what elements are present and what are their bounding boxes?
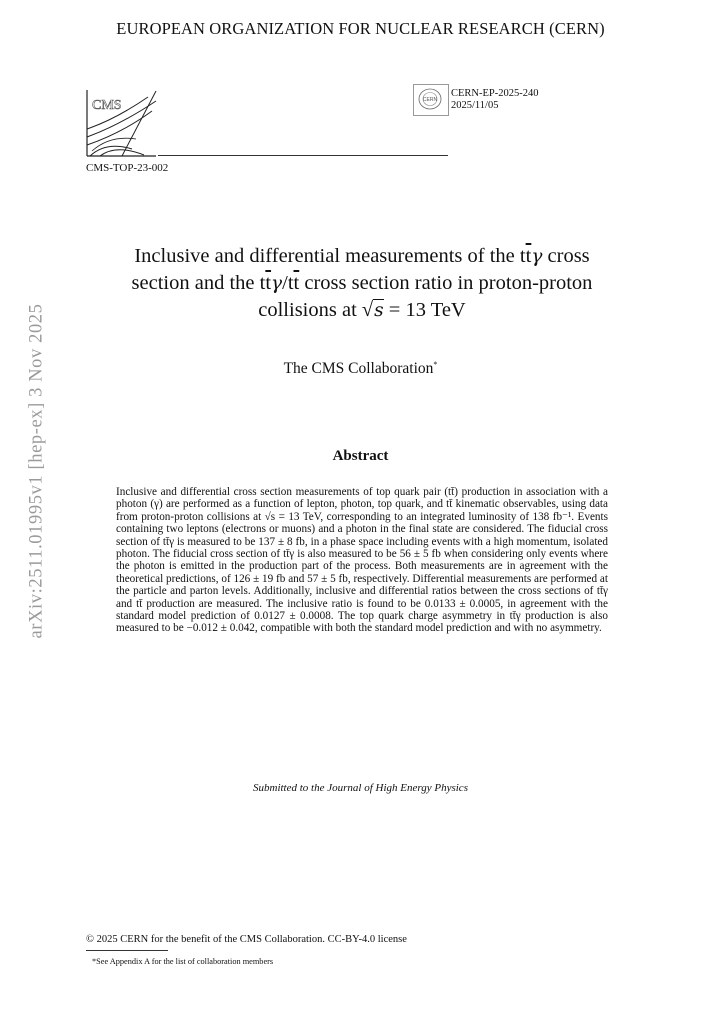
report-number: CMS-TOP-23-002	[86, 162, 169, 174]
svg-text:CERN: CERN	[422, 97, 438, 103]
footnote-marker: *	[433, 360, 438, 369]
copyright-notice: © 2025 CERN for the benefit of the CMS Collaboration. CC-BY-4.0 license	[86, 934, 407, 945]
title-line-2: section and the $t\overline{t}\gamma/t\overline{t}$ cross section ratio in proton-proton	[131, 272, 593, 294]
arxiv-identifier: arXiv:2511.01995v1 [hep-ex] 3 Nov 2025	[26, 302, 47, 639]
abstract-text: Inclusive and differential cross section measurements of top quark pair (tt̄) production in association with a photon (γ) are performed as a function of lepton, photon, top quark, and tt̄ kinematic observables, using data from proton-proton collisions at √s = 13 TeV, corresponding to an integrated luminosity of 138 fb⁻¹. Events containing two leptons (electrons or muons) and a photon in the final state are considered. The fiducial cross section of tt̄γ is measured to be 137 ± 8 fb, in a phase space including events with a high momentum, isolated photon. The fiducial cross section of tt̄γ is also measured to be 56 ± 5 fb when considering only events where the photon is emitted in the production part of the process. Both measurements are in agreement with the theoretical predictions, of 126 ± 19 fb and 57 ± 5 fb, respectively. Differential measurements are performed at the particle and parton levels. Additionally, inclusive and differential ratios between the cross sections of tt̄γ and tt̄ production are measured. The inclusive ratio is found to be 0.0133 ± 0.0005, in agreement with the standard model prediction of 0.0127 ± 0.0008. The top quark charge asymmetry in tt̄γ production is also measured to be −0.012 ± 0.042, compatible with both the standard model prediction and with no asymmetry.	[116, 486, 608, 635]
title-line-3: collisions at √s = 13 TeV	[258, 299, 466, 321]
abstract-heading: Abstract	[332, 448, 389, 464]
report-date: 2025/11/05	[451, 99, 499, 111]
organization-header: EUROPEAN ORGANIZATION FOR NUCLEAR RESEARCH (CERN)	[116, 19, 605, 38]
title-line-1: Inclusive and differential measurements of the $t\overline{t}\gamma$ cross	[134, 245, 590, 267]
paper-title	[80, 243, 644, 324]
cern-report-reference	[451, 88, 539, 111]
arxiv-stamp	[22, 298, 52, 643]
header-rule	[158, 155, 448, 156]
footnote-rule	[86, 950, 168, 951]
cern-report-number: CERN-EP-2025-240	[451, 88, 539, 99]
submission-note: Submitted to the Journal of High Energy Physics	[253, 782, 468, 794]
svg-text:CMS: CMS	[92, 98, 122, 113]
footnote: *See Appendix A for the list of collaboration members	[92, 957, 274, 966]
cms-logo	[86, 89, 157, 157]
author-line	[0, 360, 721, 378]
collaboration-name: The CMS Collaboration	[283, 360, 434, 378]
cern-logo	[416, 87, 444, 111]
